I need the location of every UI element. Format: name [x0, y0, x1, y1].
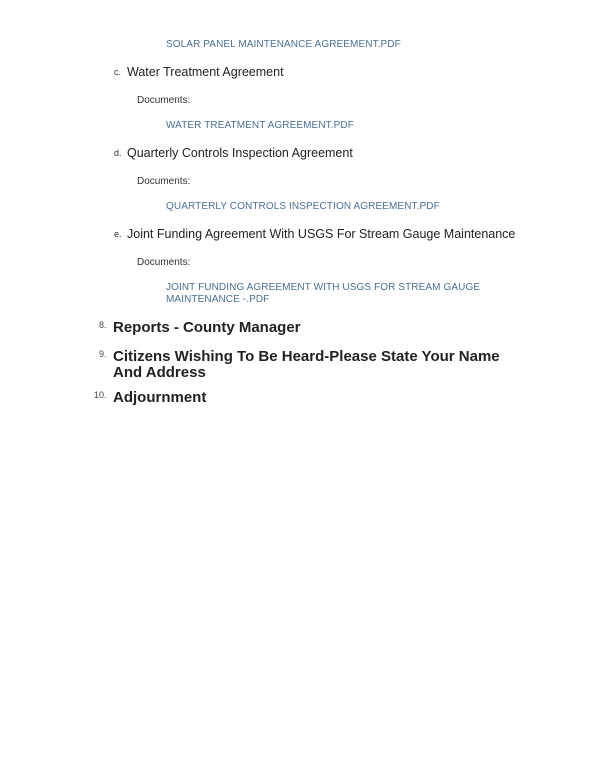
documents-label: Documents: [137, 257, 191, 268]
agenda-subitem-title: Joint Funding Agreement With USGS For Stream Gauge Maintenance [127, 227, 516, 241]
item-number: 9. [99, 349, 107, 359]
item-marker: d. [114, 148, 122, 158]
agenda-subitem-title: Quarterly Controls Inspection Agreement [127, 146, 353, 160]
agenda-item-title: Adjournment [113, 389, 207, 406]
item-number: 8. [99, 320, 107, 330]
item-marker: e. [114, 229, 122, 239]
documents-label: Documents: [137, 95, 191, 106]
documents-label: Documents: [137, 176, 191, 187]
item-number: 10. [94, 390, 107, 400]
document-link-joint-funding-cont[interactable]: MAINTENANCE -.PDF [166, 294, 270, 305]
agenda-item-title: Citizens Wishing To Be Heard-Please State Your Name [113, 348, 500, 365]
agenda-item-title-cont: And Address [113, 364, 206, 381]
document-link-water-treatment[interactable]: WATER TREATMENT AGREEMENT.PDF [166, 120, 354, 131]
document-link-quarterly-controls[interactable]: QUARTERLY CONTROLS INSPECTION AGREEMENT.PDF [166, 201, 440, 212]
document-link-solar-panel[interactable]: SOLAR PANEL MAINTENANCE AGREEMENT.PDF [166, 39, 401, 50]
agenda-item-title: Reports - County Manager [113, 319, 301, 336]
item-marker: c. [114, 67, 122, 77]
agenda-subitem-title: Water Treatment Agreement [127, 65, 284, 79]
document-link-joint-funding[interactable]: JOINT FUNDING AGREEMENT WITH USGS FOR STREAM GAUGE [166, 282, 481, 293]
